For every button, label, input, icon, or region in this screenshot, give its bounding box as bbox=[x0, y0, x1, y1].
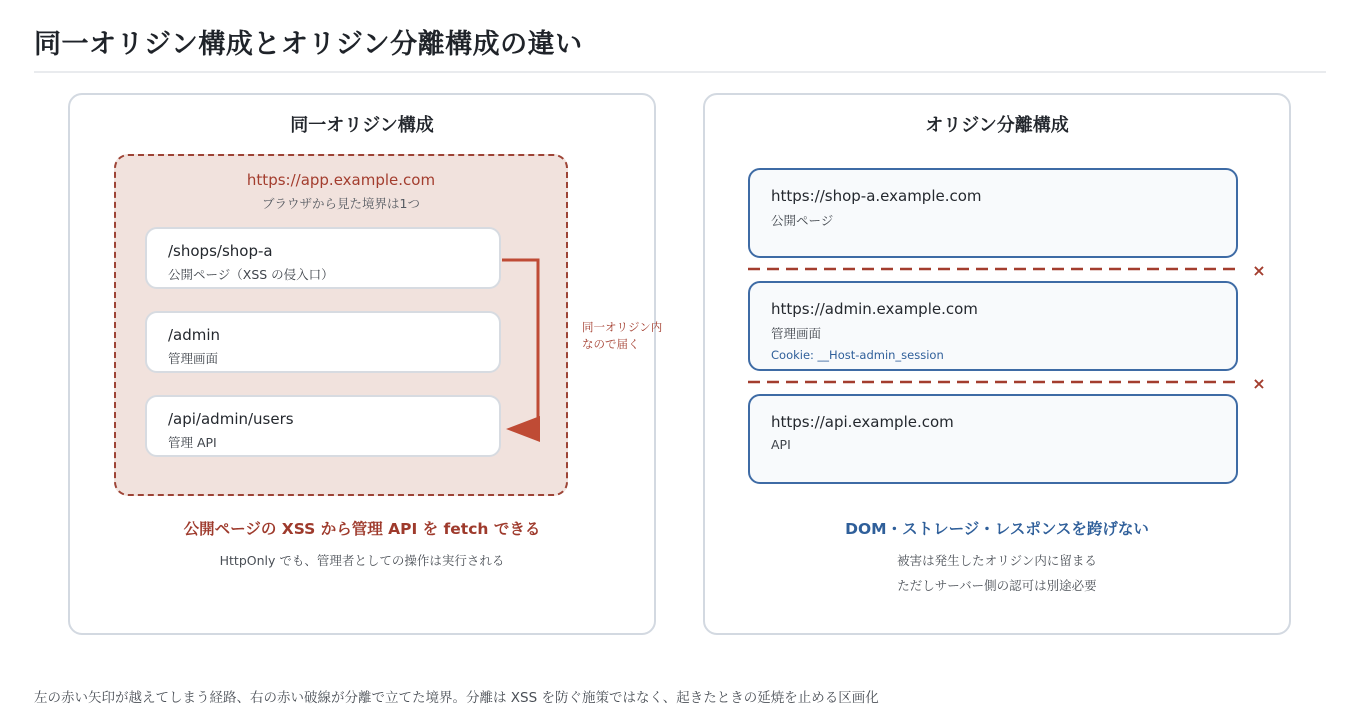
same-origin-panel-title: 同一オリジン構成 bbox=[290, 115, 434, 136]
same-origin-summary: 公開ページの XSS から管理 API を fetch できる bbox=[183, 520, 541, 538]
route-path: /shops/shop-a bbox=[168, 242, 273, 260]
separated-origin-panel-title: オリジン分離構成 bbox=[925, 115, 1069, 136]
route-path: /admin bbox=[168, 326, 221, 344]
route-card-admin bbox=[145, 311, 501, 373]
separated-origin-subtext: ただしサーバー側の認可は別途必要 bbox=[897, 578, 1097, 593]
origin-url: https://shop-a.example.com bbox=[771, 187, 982, 205]
title-divider bbox=[34, 71, 1326, 73]
route-card-admin-api bbox=[145, 395, 501, 457]
origin-card-shop bbox=[748, 168, 1238, 258]
route-card-public-shop bbox=[145, 227, 501, 289]
page-title: 同一オリジン構成とオリジン分離構成の違い bbox=[34, 29, 583, 60]
route-path: /api/admin/users bbox=[168, 410, 294, 428]
origin-card-admin bbox=[748, 281, 1238, 371]
same-origin-note: ブラウザから見た境界は1つ bbox=[262, 196, 420, 211]
route-description: 管理 API bbox=[168, 435, 217, 450]
admin-session-cookie: Cookie: __Host-admin_session bbox=[771, 348, 944, 362]
same-origin-panel bbox=[68, 93, 663, 635]
origin-card-api bbox=[748, 394, 1238, 484]
same-origin-subtext: HttpOnly でも、管理者としての操作は実行される bbox=[219, 553, 505, 568]
origin-description: 公開ページ bbox=[771, 213, 834, 228]
origin-url: https://api.example.com bbox=[771, 413, 954, 431]
separated-origin-summary: DOM・ストレージ・レスポンスを跨げない bbox=[845, 520, 1149, 538]
route-description: 公開ページ（XSS の侵入口） bbox=[168, 267, 334, 282]
route-description: 管理画面 bbox=[168, 351, 219, 366]
xss-path-note-line: なので届く bbox=[582, 337, 640, 351]
barrier-block-icon: × bbox=[1252, 261, 1266, 280]
footer-caption: 左の赤い矢印が越えてしまう経路、右の赤い破線が分離で立てた境界。分離は XSS を防ぐ施策ではなく、起きたときの延焼を止める区画化 bbox=[34, 690, 879, 706]
xss-path-note bbox=[582, 319, 672, 353]
separated-origin-panel bbox=[703, 93, 1291, 635]
origin-url: https://admin.example.com bbox=[771, 300, 978, 318]
same-origin-boundary bbox=[114, 154, 568, 496]
origin-description: API bbox=[771, 437, 791, 452]
same-origin-url: https://app.example.com bbox=[246, 171, 436, 189]
separated-origin-subtext: 被害は発生したオリジン内に留まる bbox=[897, 553, 1097, 568]
barrier-block-icon: × bbox=[1252, 374, 1266, 393]
xss-path-note-line: 同一オリジン内 bbox=[582, 320, 663, 334]
origin-description: 管理画面 bbox=[771, 326, 822, 341]
